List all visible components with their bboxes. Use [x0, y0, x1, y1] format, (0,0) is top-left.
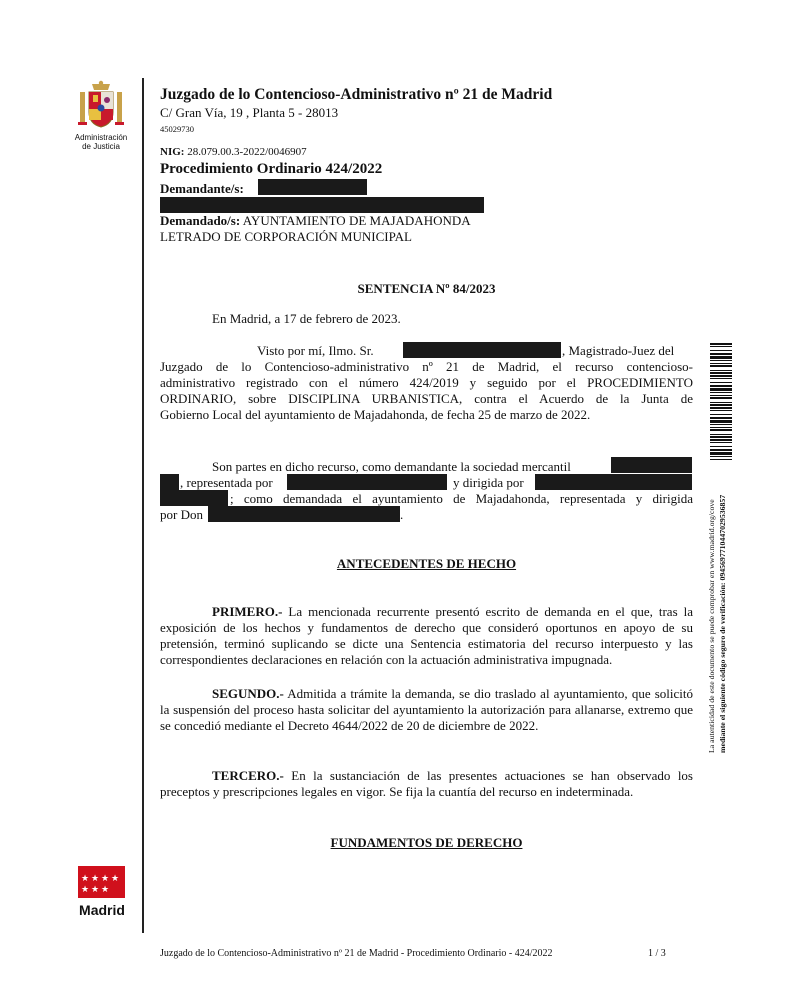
nig-value: 28.079.00.3-2022/0046907 — [187, 146, 307, 158]
justicia-coat-of-arms-logo — [78, 80, 124, 132]
verification-line1: La autenticidad de este documento se puede comprobar en www.madrid.org/cove — [707, 499, 716, 753]
redaction-plaintiff-line2 — [160, 197, 484, 213]
barcode-bar — [710, 436, 732, 438]
svg-text:★: ★ — [81, 885, 90, 895]
court-code: 45029730 — [160, 124, 194, 134]
barcode-bar — [710, 397, 732, 399]
p1-line4 — [160, 391, 693, 407]
svg-text:★: ★ — [81, 874, 90, 884]
left-margin-rule — [142, 78, 144, 933]
barcode-bar — [710, 452, 732, 455]
barcode-bar — [710, 410, 732, 411]
barcode-bar — [710, 446, 732, 447]
segundo-text: Admitida a trámite la demanda, se dio traslado al ayuntamiento, que solicitó la suspensión del proceso hasta solicitar del ayuntamiento la autorización para allanarse, extremo que se concedió mediante el Decreto 4644/2022 de 20 de diciembre de 2022. — [160, 686, 693, 733]
barcode-bar — [710, 449, 732, 451]
barcode-bar — [710, 375, 732, 377]
barcode-bar — [710, 424, 732, 425]
procedure-title: Procedimiento Ordinario 424/2022 — [160, 161, 383, 177]
svg-text:★: ★ — [111, 874, 120, 884]
redaction-company-name — [611, 457, 692, 473]
barcode-bar — [710, 343, 732, 345]
svg-text:★: ★ — [101, 885, 110, 895]
barcode-bar — [710, 439, 732, 441]
defendant-counsel: LETRADO DE CORPORACIÓN MUNICIPAL — [160, 229, 412, 244]
verification-text — [706, 461, 736, 753]
barcode-bar — [710, 370, 732, 371]
segundo-label: SEGUNDO.- — [212, 686, 284, 701]
p2-line3: ; como demandada el ayuntamiento de Majadahonda, representada y dirigida — [230, 491, 693, 506]
barcode-bar — [710, 420, 732, 423]
primero-label: PRIMERO.- — [212, 604, 283, 619]
barcode-bar — [710, 365, 732, 367]
antecedentes-heading: ANTECEDENTES DE HECHO — [336, 556, 517, 571]
svg-text:★: ★ — [91, 874, 100, 884]
barcode-bar — [710, 442, 732, 443]
barcode-bar — [710, 407, 732, 409]
svg-text:★: ★ — [101, 874, 110, 884]
p2-line4-b: . — [400, 507, 404, 522]
redaction-plaintiff-name — [258, 179, 367, 195]
logo-caption — [68, 133, 134, 151]
sentence-title: SENTENCIA Nº 84/2023 — [357, 281, 496, 296]
redaction-company-name-cont — [160, 474, 179, 490]
logo-caption-line2: de Justicia — [82, 142, 120, 151]
barcode-bar — [710, 363, 732, 364]
p1-line5 — [160, 407, 693, 423]
p1-line5-text: Gobierno Local del ayuntamiento de Majadahonda, de fecha 25 de marzo de 2022. — [160, 407, 591, 422]
barcode-bar — [710, 372, 732, 374]
barcode-bar — [710, 414, 732, 415]
defendant-label: Demandado/s: — [160, 213, 241, 228]
redaction-judge-name — [403, 342, 561, 358]
barcode-bar — [710, 356, 732, 359]
segundo-paragraph — [160, 686, 693, 734]
p2-line2-b: y dirigida por — [453, 475, 524, 490]
barcode-bar — [710, 392, 732, 393]
tercero-text: En la sustanciación de las presentes actuaciones se han observado los preceptos y prescripciones legales en vigor. Se fija la cuantía del recurso en indeterminada. — [160, 768, 693, 799]
barcode-bar — [710, 402, 732, 403]
p2-line1: Son partes en dicho recurso, como demandante la sociedad mercantil — [212, 459, 571, 474]
p1-line3-text: administrativo registrado con el número 424/2019 y seguido por el PROCEDIMIENTO — [160, 375, 693, 390]
p1-line2 — [160, 359, 693, 375]
court-address: C/ Gran Vía, 19 , Planta 5 - 28013 — [160, 105, 339, 120]
tercero-label: TERCERO.- — [212, 768, 284, 783]
fundamentos-heading: FUNDAMENTOS DE DERECHO — [330, 835, 523, 850]
verification-barcode — [710, 343, 732, 461]
barcode-bar — [710, 417, 732, 419]
redaction-representative — [287, 474, 447, 490]
madrid-stars-logo — [78, 866, 125, 898]
verification-line2: mediante el siguiente código seguro de verificación: 0945697710447029536857 — [718, 494, 727, 753]
barcode-bar — [710, 388, 732, 391]
p1-line4-text: ORDINARIO, sobre DISCIPLINA URBANISTICA, contra el Acuerdo de la Junta de — [160, 391, 693, 406]
madrid-label: Madrid — [79, 902, 125, 918]
redaction-lawyer-cont — [160, 490, 228, 506]
p1-line1-start: Visto por mí, Ilmo. Sr. — [257, 343, 374, 358]
footer-text: Juzgado de lo Contencioso-Administrativo nº 21 de Madrid - Procedimiento Ordinario - 424/2022 — [160, 948, 553, 959]
plaintiff-label: Demandante/s: — [160, 181, 244, 196]
barcode-bar — [710, 378, 732, 379]
redaction-lawyer — [535, 474, 692, 490]
redaction-municipal-lawyer — [208, 506, 400, 522]
barcode-bar — [710, 346, 732, 347]
barcode-bar — [710, 429, 732, 431]
barcode-bar — [710, 434, 732, 435]
defendant-value: AYUNTAMIENTO DE MAJADAHONDA — [242, 213, 471, 228]
p1-line1-end: , Magistrado-Juez del — [562, 343, 675, 358]
page-number: 1 / 3 — [648, 948, 666, 959]
barcode-bar — [710, 382, 732, 383]
court-title: Juzgado de lo Contencioso-Administrativo nº 21 de Madrid — [160, 86, 553, 103]
barcode-bar — [710, 360, 732, 361]
defendant-line — [160, 213, 471, 229]
barcode-bar — [710, 350, 732, 351]
primero-text: La mencionada recurrente presentó escrito de demanda en el que, tras la exposición de los hechos y fundamentos de derecho que consideró oportunos en apoyo de su pretensión, terminó suplicando se dicte una Sentencia estimatoria del recurso interpuesto y las correspondientes declaraciones en relación con la actuación administrativa impugnada. — [160, 604, 693, 667]
barcode-bar — [710, 395, 732, 396]
nig-line — [160, 146, 307, 158]
logo-caption-line1: Administración — [74, 133, 128, 142]
p2-line4-a: por Don — [160, 507, 203, 522]
p2-line2-a: , representada por — [180, 475, 273, 490]
barcode-bar — [710, 404, 732, 406]
p1-line2-text: Juzgado de lo Contencioso-administrativo nº 21 de Madrid, el recurso contencioso- — [160, 359, 693, 374]
tercero-paragraph — [160, 768, 693, 800]
barcode-bar — [710, 459, 732, 460]
place-date — [212, 311, 692, 327]
barcode-bar — [710, 427, 732, 428]
primero-paragraph — [160, 604, 693, 668]
barcode-bar — [710, 456, 732, 457]
svg-text:★: ★ — [91, 885, 100, 895]
nig-label: NIG: — [160, 146, 185, 158]
place-date-text: En Madrid, a 17 de febrero de 2023. — [212, 311, 401, 326]
p1-line3 — [160, 375, 693, 391]
barcode-bar — [710, 385, 732, 387]
barcode-bar — [710, 353, 732, 355]
